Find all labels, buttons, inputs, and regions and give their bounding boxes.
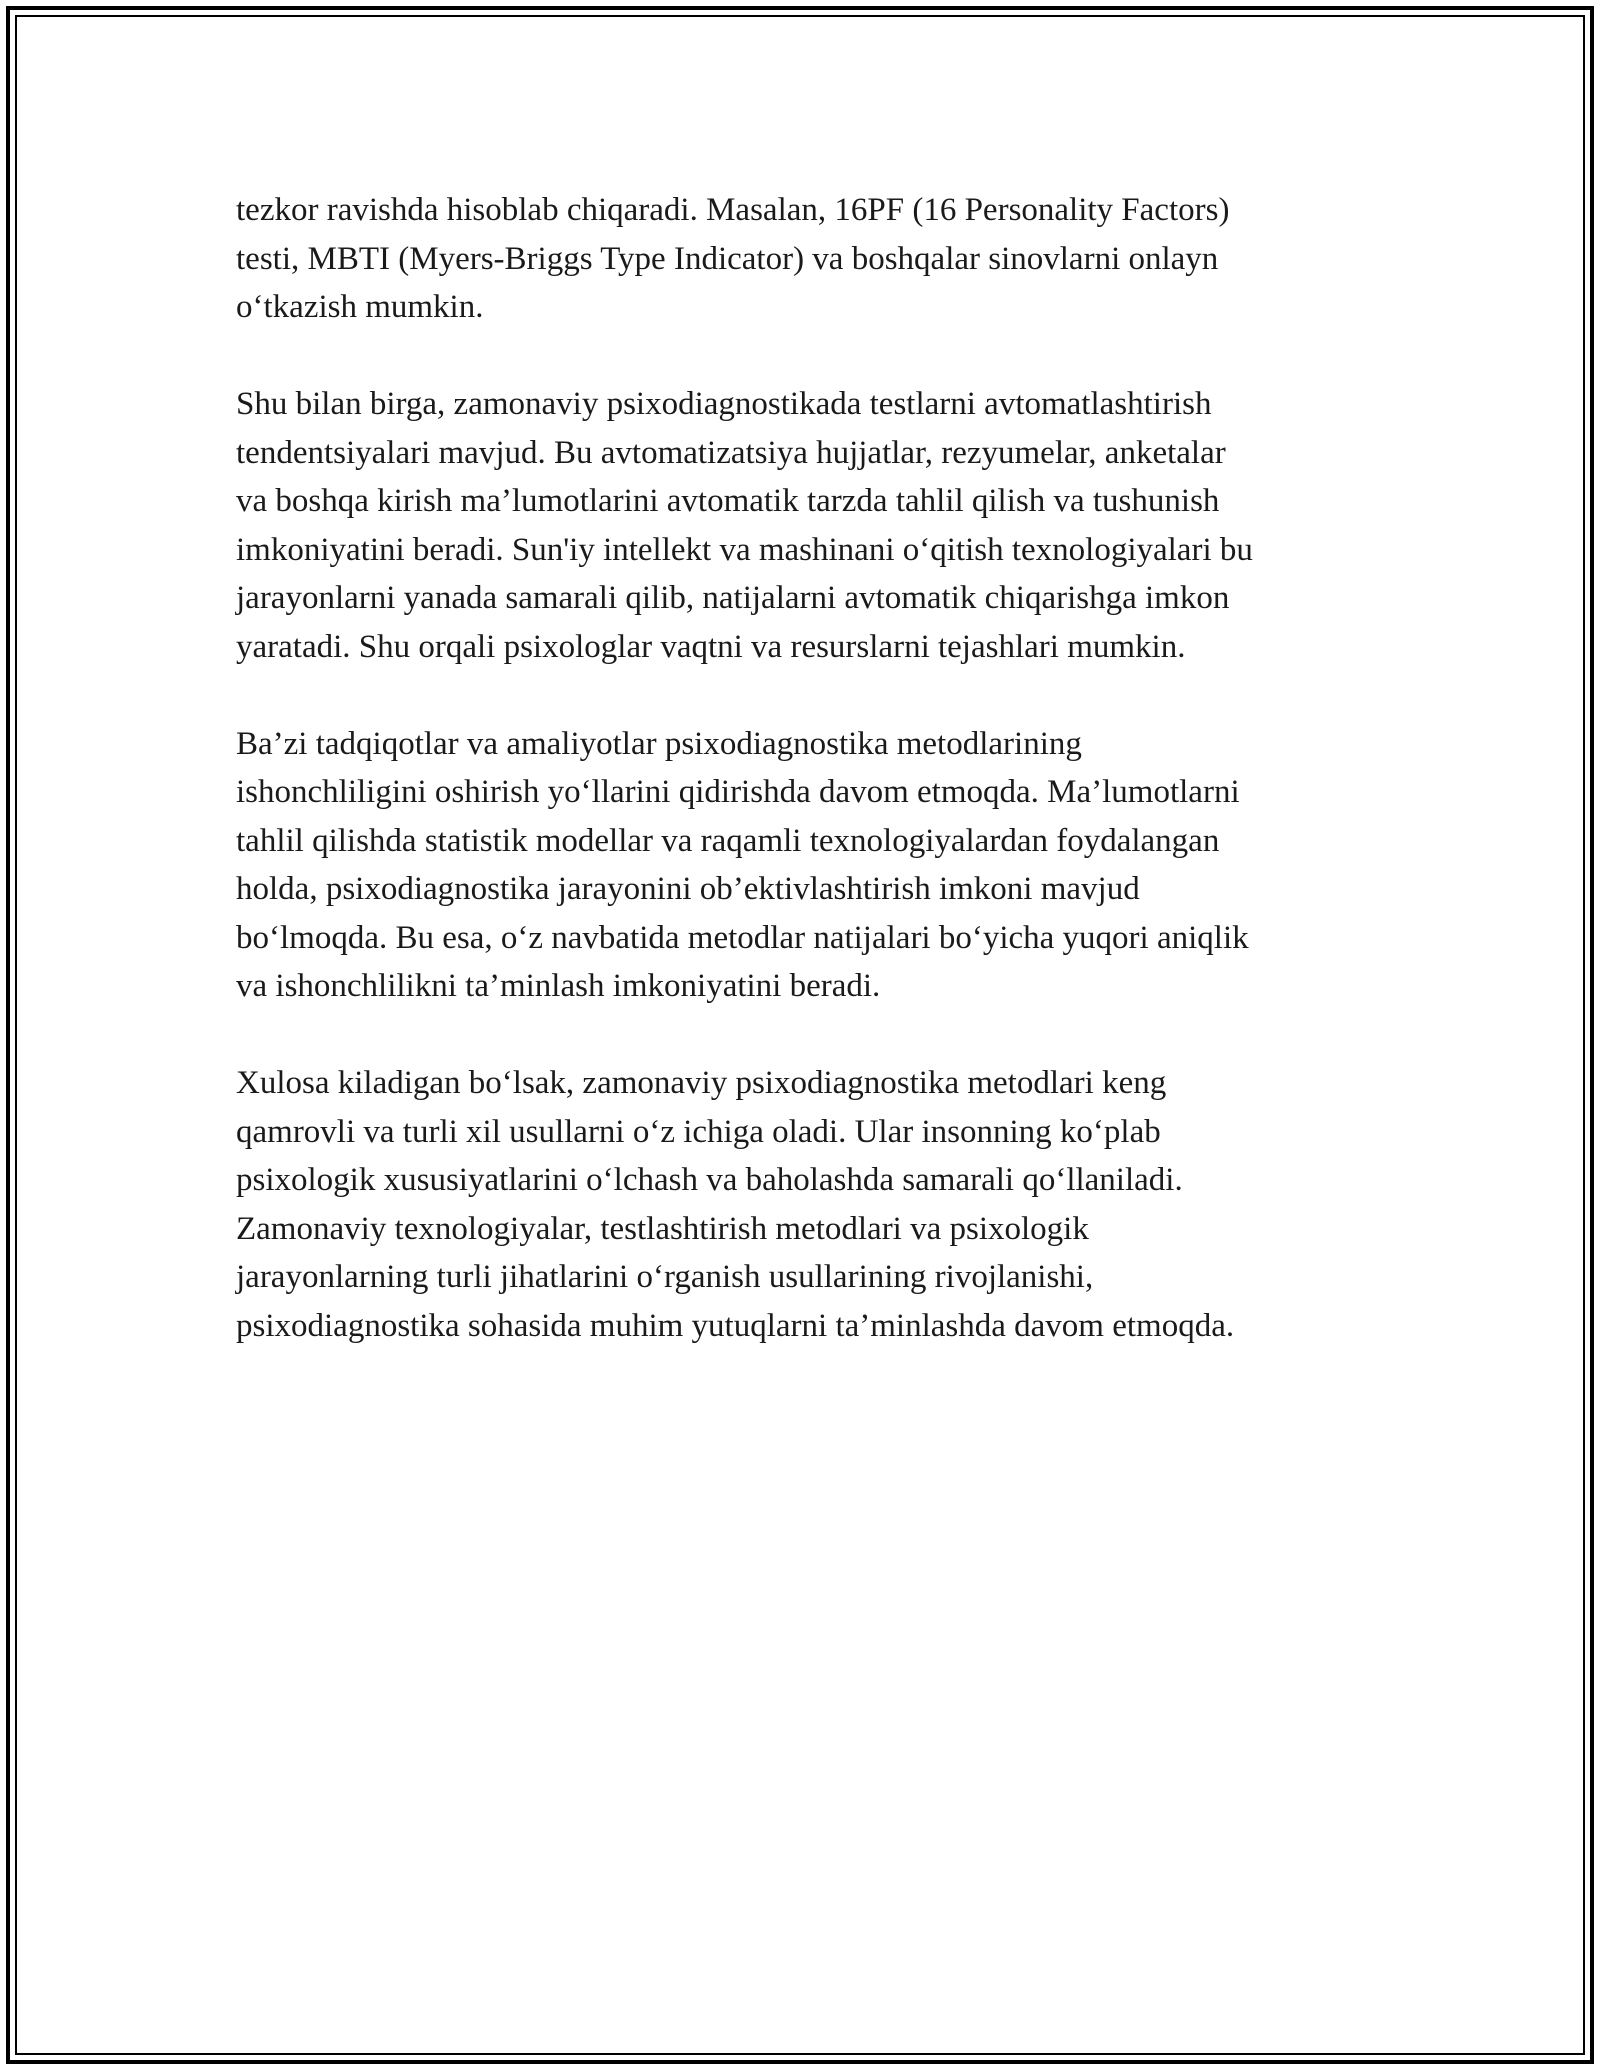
text-line: o‘tkazish mumkin. [236,289,484,325]
text-line: Ba’zi tadqiqotlar va amaliyotlar psixodiagnostika metodlarining [236,725,1082,762]
text-line: tendentsiyalari mavjud. Bu avtomatizatsiya hujjatlar, rezyumelar, anketalar [236,434,1226,471]
text-line: psixodiagnostika sohasida muhim yutuqlarni ta’minlashda davom etmoqda. [236,1307,1235,1344]
text-line: va boshqa kirish ma’lumotlarini avtomatik tarzda tahlil qilish va tushunish [236,483,1220,519]
paragraph [236,380,1376,671]
paragraph [236,186,1376,332]
text-line: jarayonlarning turli jihatlarini o‘rganish usullarining rivojlanishi, [236,1259,1094,1295]
text-line: va ishonchlilikni ta’minlash imkoniyatini beradi. [236,968,881,1004]
text-line: ishonchliligini oshirish yo‘llarini qidirishda davom etmoqda. Ma’lumotlarni [236,774,1240,810]
text-line: qamrovli va turli xil usullarni o‘z ichiga oladi. Ular insonning ko‘plab [236,1113,1161,1150]
text-line: tezkor ravishda hisoblab chiqaradi. Masalan, 16PF (16 Personality Factors) [236,192,1230,228]
paragraph [236,1059,1376,1350]
text-line: Zamonaviy texnologiyalar, testlashtirish metodlari va psixologik [236,1210,1089,1247]
text-line: Xulosa kiladigan bo‘lsak, zamonaviy psixodiagnostika metodlari keng [236,1065,1167,1101]
paragraph [236,720,1376,1011]
text-line: bo‘lmoqda. Bu esa, o‘z navbatida metodlar natijalari bo‘yicha yuqori aniqlik [236,919,1249,956]
text-line: jarayonlarni yanada samarali qilib, natijalarni avtomatik chiqarishga imkon [236,580,1230,616]
text-line: holda, psixodiagnostika jarayonini ob’ektivlashtirish imkoni mavjud [236,871,1140,907]
text-line: yaratadi. Shu orqali psixologlar vaqtni va resurslarni tejashlari mumkin. [236,628,1186,665]
text-line: psixologik xususiyatlarini o‘lchash va baholashda samarali qo‘llaniladi. [236,1162,1183,1198]
document-body [236,186,1376,1399]
text-line: testi, MBTI (Myers-Briggs Type Indicator) va boshqalar sinovlarni onlayn [236,240,1219,277]
text-line: tahlil qilishda statistik modellar va raqamli texnologiyalardan foydalangan [236,822,1220,859]
text-line: imkoniyatini beradi. Sun'iy intellekt va mashinani o‘qitish texnologiyalari bu [236,531,1253,568]
text-line: Shu bilan birga, zamonaviy psixodiagnostikada testlarni avtomatlashtirish [236,386,1212,422]
